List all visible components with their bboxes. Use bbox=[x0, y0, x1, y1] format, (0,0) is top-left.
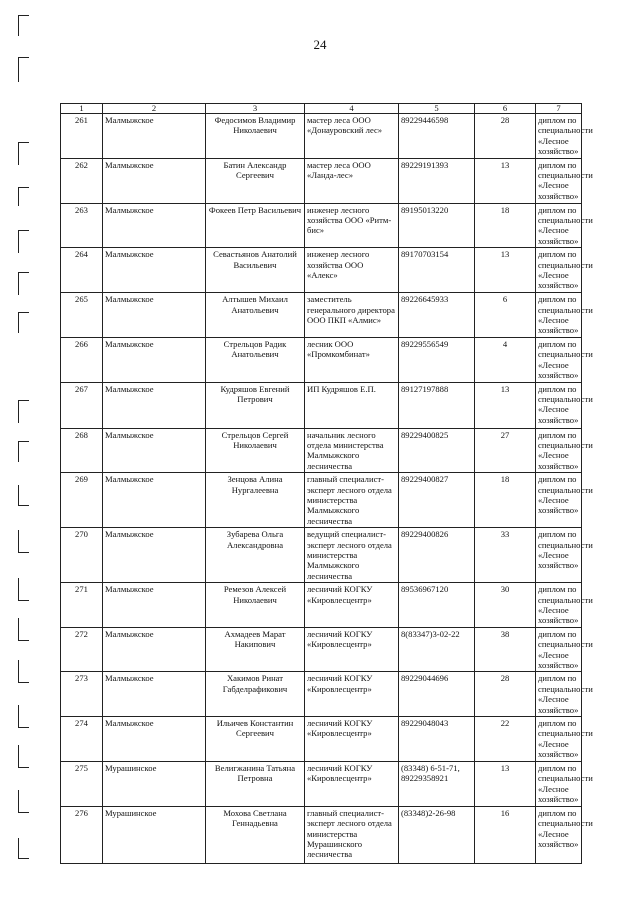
table-header-row bbox=[61, 104, 582, 114]
qualification-cell: диплом по специальности «Лесное хозяйство» bbox=[536, 293, 582, 338]
name-cell: Мохова Светлана Геннадьевна bbox=[206, 806, 305, 863]
experience-cell: 28 bbox=[475, 672, 536, 717]
experience-cell: 28 bbox=[475, 114, 536, 159]
binding-mark bbox=[18, 441, 29, 462]
qualification-cell: диплом по специальности «Лесное хозяйство» bbox=[536, 382, 582, 428]
binding-mark bbox=[18, 790, 29, 813]
qualification-cell: диплом по специальности «Лесное хозяйство» bbox=[536, 428, 582, 473]
table-row bbox=[61, 583, 582, 628]
name-cell: Фокеев Петр Васильевич bbox=[206, 203, 305, 248]
table-row bbox=[61, 114, 582, 159]
table-row bbox=[61, 248, 582, 293]
experience-cell: 13 bbox=[475, 382, 536, 428]
row-number: 274 bbox=[61, 717, 103, 762]
binding-mark bbox=[18, 578, 29, 601]
phone-cell: (83348) 6-51-71, 89229358921 bbox=[399, 761, 475, 806]
position-cell: начальник лесного отдела министерства Малмыжского лесничества bbox=[305, 428, 399, 473]
experience-cell: 30 bbox=[475, 583, 536, 628]
phone-cell: 89229044696 bbox=[399, 672, 475, 717]
row-number: 271 bbox=[61, 583, 103, 628]
binding-mark bbox=[18, 57, 29, 82]
table-row bbox=[61, 428, 582, 473]
district-cell: Малмыжское bbox=[103, 382, 206, 428]
header-cell: 1 bbox=[61, 104, 103, 114]
row-number: 273 bbox=[61, 672, 103, 717]
row-number: 261 bbox=[61, 114, 103, 159]
position-cell: лесничий КОГКУ «Кировлесцентр» bbox=[305, 627, 399, 672]
experience-cell: 4 bbox=[475, 337, 536, 382]
binding-mark bbox=[18, 400, 29, 423]
binding-mark bbox=[18, 15, 29, 36]
name-cell: Зубарева Ольга Александровна bbox=[206, 528, 305, 583]
phone-cell: 89170703154 bbox=[399, 248, 475, 293]
name-cell: Стрельцов Радик Анатольевич bbox=[206, 337, 305, 382]
phone-cell: 89229446598 bbox=[399, 114, 475, 159]
binding-mark bbox=[18, 312, 29, 333]
district-cell: Малмыжское bbox=[103, 203, 206, 248]
table-row bbox=[61, 337, 582, 382]
binding-mark bbox=[18, 272, 29, 295]
binding-mark bbox=[18, 485, 29, 506]
table-row bbox=[61, 672, 582, 717]
position-cell: мастер леса ООО «Донауровский лес» bbox=[305, 114, 399, 159]
table-row bbox=[61, 627, 582, 672]
position-cell: заместитель генерального директора ООО ПКП «Алмис» bbox=[305, 293, 399, 338]
table-row bbox=[61, 293, 582, 338]
phone-cell: 89229400827 bbox=[399, 473, 475, 528]
phone-cell: 89226645933 bbox=[399, 293, 475, 338]
phone-cell: 89229191393 bbox=[399, 158, 475, 203]
district-cell: Мурашинское bbox=[103, 761, 206, 806]
row-number: 265 bbox=[61, 293, 103, 338]
experience-cell: 16 bbox=[475, 806, 536, 863]
row-number: 266 bbox=[61, 337, 103, 382]
table-row bbox=[61, 717, 582, 762]
header-cell: 5 bbox=[399, 104, 475, 114]
binding-mark bbox=[18, 187, 29, 206]
position-cell: главный специалист-эксперт лесного отдела министерства Мурашинского лесничества bbox=[305, 806, 399, 863]
header-cell: 4 bbox=[305, 104, 399, 114]
name-cell: Кудряшов Евгений Петрович bbox=[206, 382, 305, 428]
phone-cell: 8(83347)3-02-22 bbox=[399, 627, 475, 672]
position-cell: лесник ООО «Промкомбинат» bbox=[305, 337, 399, 382]
position-cell: главный специалист-эксперт лесного отдела министерства Малмыжского лесничества bbox=[305, 473, 399, 528]
header-cell: 6 bbox=[475, 104, 536, 114]
row-number: 267 bbox=[61, 382, 103, 428]
experience-cell: 18 bbox=[475, 473, 536, 528]
experience-cell: 18 bbox=[475, 203, 536, 248]
page-number: 24 bbox=[313, 37, 327, 52]
qualification-cell: диплом по специальности «Лесное хозяйство» bbox=[536, 473, 582, 528]
header-cell: 3 bbox=[206, 104, 305, 114]
experience-cell: 38 bbox=[475, 627, 536, 672]
position-cell: лесничий КОГКУ «Кировлесцентр» bbox=[305, 672, 399, 717]
binding-mark bbox=[18, 530, 29, 553]
name-cell: Ильичев Константин Сергеевич bbox=[206, 717, 305, 762]
district-cell: Малмыжское bbox=[103, 248, 206, 293]
position-cell: лесничий КОГКУ «Кировлесцентр» bbox=[305, 761, 399, 806]
name-cell: Федосимов Владимир Николаевич bbox=[206, 114, 305, 159]
phone-cell: 89195013220 bbox=[399, 203, 475, 248]
qualification-cell: диплом по специальности «Лесное хозяйство» bbox=[536, 627, 582, 672]
position-cell: лесничий КОГКУ «Кировлесцентр» bbox=[305, 717, 399, 762]
qualification-cell: диплом по специальности «Лесное хозяйство» bbox=[536, 337, 582, 382]
row-number: 263 bbox=[61, 203, 103, 248]
experience-cell: 6 bbox=[475, 293, 536, 338]
phone-cell: (83348)2-26-98 bbox=[399, 806, 475, 863]
experience-cell: 22 bbox=[475, 717, 536, 762]
district-cell: Малмыжское bbox=[103, 337, 206, 382]
district-cell: Малмыжское bbox=[103, 428, 206, 473]
phone-cell: 89127197888 bbox=[399, 382, 475, 428]
row-number: 264 bbox=[61, 248, 103, 293]
name-cell: Ремезов Алексей Николаевич bbox=[206, 583, 305, 628]
binding-mark bbox=[18, 745, 29, 768]
name-cell: Севастьянов Анатолий Васильевич bbox=[206, 248, 305, 293]
table-row bbox=[61, 382, 582, 428]
phone-cell: 89536967120 bbox=[399, 583, 475, 628]
header-cell: 7 bbox=[536, 104, 582, 114]
name-cell: Ахмадеев Марат Накипович bbox=[206, 627, 305, 672]
binding-mark bbox=[18, 230, 29, 253]
qualification-cell: диплом по специальности «Лесное хозяйство» bbox=[536, 583, 582, 628]
row-number: 268 bbox=[61, 428, 103, 473]
district-cell: Малмыжское bbox=[103, 672, 206, 717]
name-cell: Хакимов Ринат Габделрафикович bbox=[206, 672, 305, 717]
position-cell: ИП Кудряшов Е.П. bbox=[305, 382, 399, 428]
row-number: 272 bbox=[61, 627, 103, 672]
table-row bbox=[61, 761, 582, 806]
binding-mark bbox=[18, 660, 29, 683]
row-number: 262 bbox=[61, 158, 103, 203]
row-number: 276 bbox=[61, 806, 103, 863]
district-cell: Малмыжское bbox=[103, 293, 206, 338]
name-cell: Стрельцов Сергей Николаевич bbox=[206, 428, 305, 473]
phone-cell: 89229400825 bbox=[399, 428, 475, 473]
name-cell: Зенцова Алина Нургалеевна bbox=[206, 473, 305, 528]
table-row bbox=[61, 203, 582, 248]
qualification-cell: диплом по специальности «Лесное хозяйство» bbox=[536, 158, 582, 203]
district-cell: Малмыжское bbox=[103, 717, 206, 762]
binding-mark bbox=[18, 838, 29, 859]
experience-cell: 13 bbox=[475, 158, 536, 203]
name-cell: Батин Александр Сергеевич bbox=[206, 158, 305, 203]
qualification-cell: диплом по специальности «Лесное хозяйство» bbox=[536, 717, 582, 762]
experience-cell: 13 bbox=[475, 248, 536, 293]
phone-cell: 89229048043 bbox=[399, 717, 475, 762]
district-cell: Малмыжское bbox=[103, 627, 206, 672]
name-cell: Велигжанина Татьяна Петровна bbox=[206, 761, 305, 806]
binding-marks bbox=[18, 0, 38, 905]
phone-cell: 89229400826 bbox=[399, 528, 475, 583]
row-number: 270 bbox=[61, 528, 103, 583]
position-cell: ведущий специалист-эксперт лесного отдела министерства Малмыжского лесничества bbox=[305, 528, 399, 583]
position-cell: инженер лесного хозяйства ООО «Алекс» bbox=[305, 248, 399, 293]
row-number: 275 bbox=[61, 761, 103, 806]
row-number: 269 bbox=[61, 473, 103, 528]
position-cell: мастер леса ООО «Ланда-лес» bbox=[305, 158, 399, 203]
qualification-cell: диплом по специальности «Лесное хозяйство» bbox=[536, 528, 582, 583]
phone-cell: 89229556549 bbox=[399, 337, 475, 382]
name-cell: Алтышев Михаил Анатольевич bbox=[206, 293, 305, 338]
district-cell: Мурашинское bbox=[103, 806, 206, 863]
binding-mark bbox=[18, 618, 29, 641]
header-cell: 2 bbox=[103, 104, 206, 114]
qualification-cell: диплом по специальности «Лесное хозяйство» bbox=[536, 248, 582, 293]
district-cell: Малмыжское bbox=[103, 158, 206, 203]
binding-mark bbox=[18, 142, 29, 165]
qualification-cell: диплом по специальности «Лесное хозяйство» bbox=[536, 761, 582, 806]
qualification-cell: диплом по специальности «Лесное хозяйство» bbox=[536, 672, 582, 717]
table-row bbox=[61, 806, 582, 863]
experience-cell: 13 bbox=[475, 761, 536, 806]
experience-cell: 27 bbox=[475, 428, 536, 473]
table-row bbox=[61, 158, 582, 203]
specialists-table bbox=[60, 103, 593, 864]
qualification-cell: диплом по специальности «Лесное хозяйство» bbox=[536, 806, 582, 863]
district-cell: Малмыжское bbox=[103, 114, 206, 159]
district-cell: Малмыжское bbox=[103, 528, 206, 583]
district-cell: Малмыжское bbox=[103, 583, 206, 628]
experience-cell: 33 bbox=[475, 528, 536, 583]
position-cell: инженер лесного хозяйства ООО «Ритм-бис» bbox=[305, 203, 399, 248]
table-row bbox=[61, 528, 582, 583]
district-cell: Малмыжское bbox=[103, 473, 206, 528]
binding-mark bbox=[18, 705, 29, 728]
qualification-cell: диплом по специальности «Лесное хозяйство» bbox=[536, 203, 582, 248]
position-cell: лесничий КОГКУ «Кировлесцентр» bbox=[305, 583, 399, 628]
table-row bbox=[61, 473, 582, 528]
qualification-cell: диплом по специальности «Лесное хозяйство» bbox=[536, 114, 582, 159]
